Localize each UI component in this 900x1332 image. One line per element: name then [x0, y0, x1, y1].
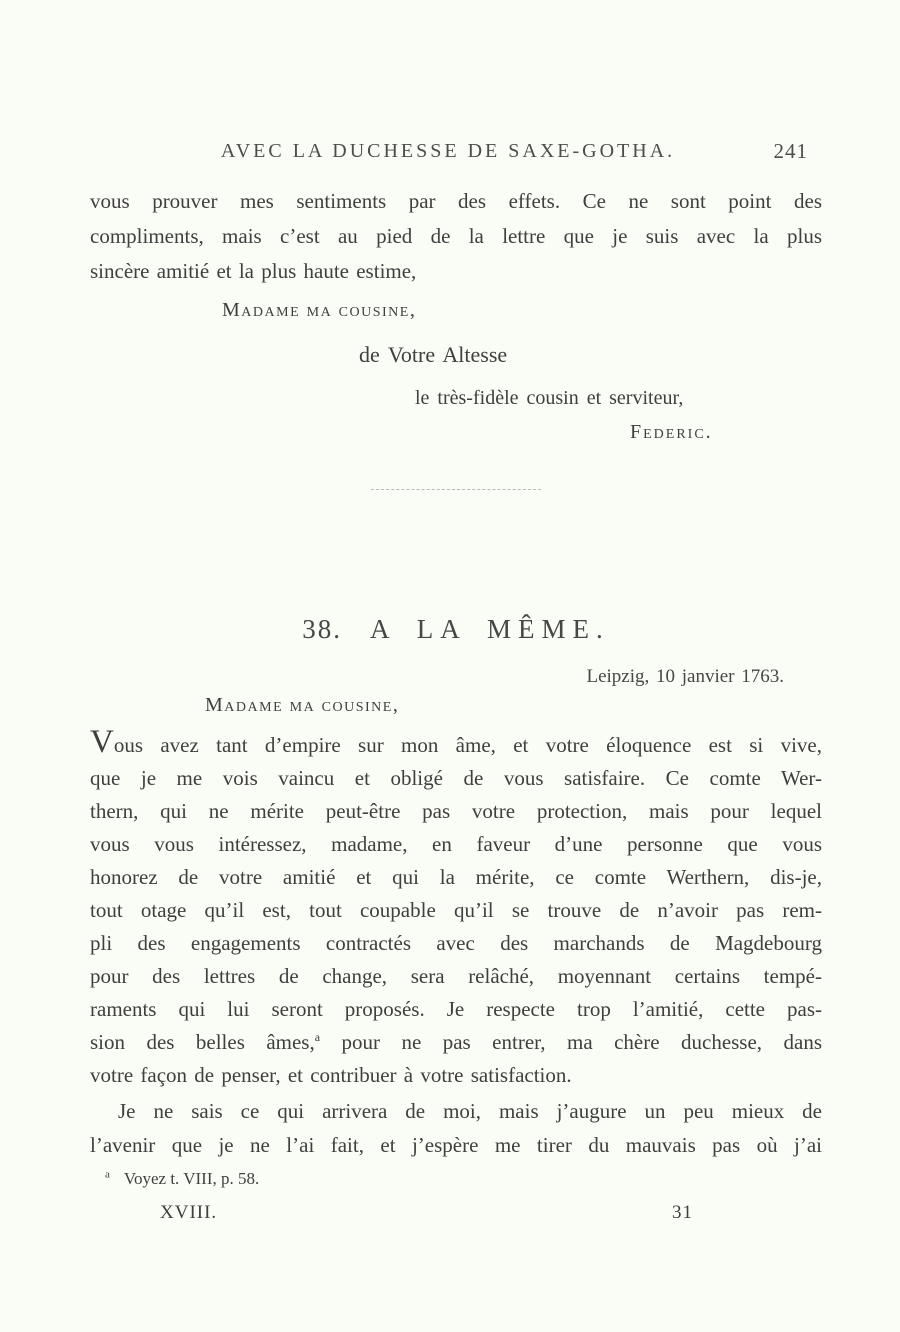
page-footer — [90, 1202, 822, 1224]
letter-title: A LA MÊME. — [369, 614, 610, 644]
body-line: pour des lettres de change, sera relâché, moyennant certains tempé- — [90, 964, 822, 988]
dateline: Leipzig, 10 janvier 1763. — [586, 666, 784, 687]
footnote-marker: a — [105, 1168, 110, 1181]
valediction-line: de Votre Altesse — [359, 342, 508, 367]
footnote — [105, 1168, 822, 1190]
body-line: que je me vois vaincu et obligé de vous satisfaire. Ce comte Wer- — [90, 766, 822, 790]
body-line-text: ous avez tant d’empire sur mon âme, et votre éloquence est si vive, — [113, 733, 822, 757]
previous-letter-body — [90, 184, 822, 289]
body-line — [90, 1026, 822, 1059]
body-line: l’avenir que je ne l’ai fait, et j’espère me tirer du mauvais pas où j’ai — [90, 1133, 822, 1157]
salutation: Madame ma cousine, — [222, 299, 417, 321]
body-line: honorez de votre amitié et qui la mérite, ce comte Werthern, dis-je, — [90, 865, 822, 889]
body-line: sincère amitié et la plus haute estime, — [90, 259, 417, 283]
running-title: AVEC LA DUCHESSE DE SAXE-GOTHA. — [220, 140, 676, 162]
letter-body — [90, 1094, 822, 1162]
body-line: thern, qui ne mérite peut-être pas votre protection, mais pour lequel — [90, 799, 822, 823]
initial-capital: V — [90, 724, 114, 760]
body-line: vous vous intéressez, madame, en faveur d’une personne que vous — [90, 832, 822, 856]
volume-label: XVIII. — [160, 1202, 218, 1223]
body-line: pli des engagements contractés avec des marchands de Magdebourg — [90, 931, 822, 955]
letter-body — [90, 726, 822, 1092]
body-line: vous prouver mes sentiments par des effets. Ce ne sont point des — [90, 189, 822, 213]
body-line: raments qui lui seront proposés. Je respecte trop l’amitié, cette pas- — [90, 997, 822, 1021]
body-line: Je ne sais ce qui arrivera de moi, mais j’augure un peu mieux de — [118, 1099, 822, 1123]
body-line — [90, 726, 822, 762]
body-line-text: pour ne pas entrer, ma chère duchesse, dans — [320, 1030, 822, 1054]
sheet-signature: 31 — [672, 1202, 693, 1223]
body-line-text: sion des belles âmes, — [90, 1030, 315, 1054]
body-line: tout otage qu’il est, tout coupable qu’il se trouve de n’avoir pas rem- — [90, 898, 822, 922]
section-divider — [371, 489, 541, 490]
valediction-line: le très-fidèle cousin et serviteur, — [415, 387, 684, 409]
page-number: 241 — [773, 139, 808, 163]
letter-heading — [90, 612, 822, 646]
salutation: Madame ma cousine, — [205, 694, 400, 716]
page-header — [90, 138, 822, 164]
body-line: compliments, mais c’est au pied de la lettre que je suis avec la plus — [90, 224, 822, 248]
page-content — [0, 138, 900, 1224]
body-line: votre façon de penser, et contribuer à votre satisfaction. — [90, 1063, 572, 1087]
footnote-reference: a — [314, 1030, 321, 1044]
letter-number: 38. — [302, 614, 342, 644]
signature: Federic. — [630, 421, 713, 443]
footnote-text: Voyez t. VIII, p. 58. — [123, 1169, 260, 1188]
